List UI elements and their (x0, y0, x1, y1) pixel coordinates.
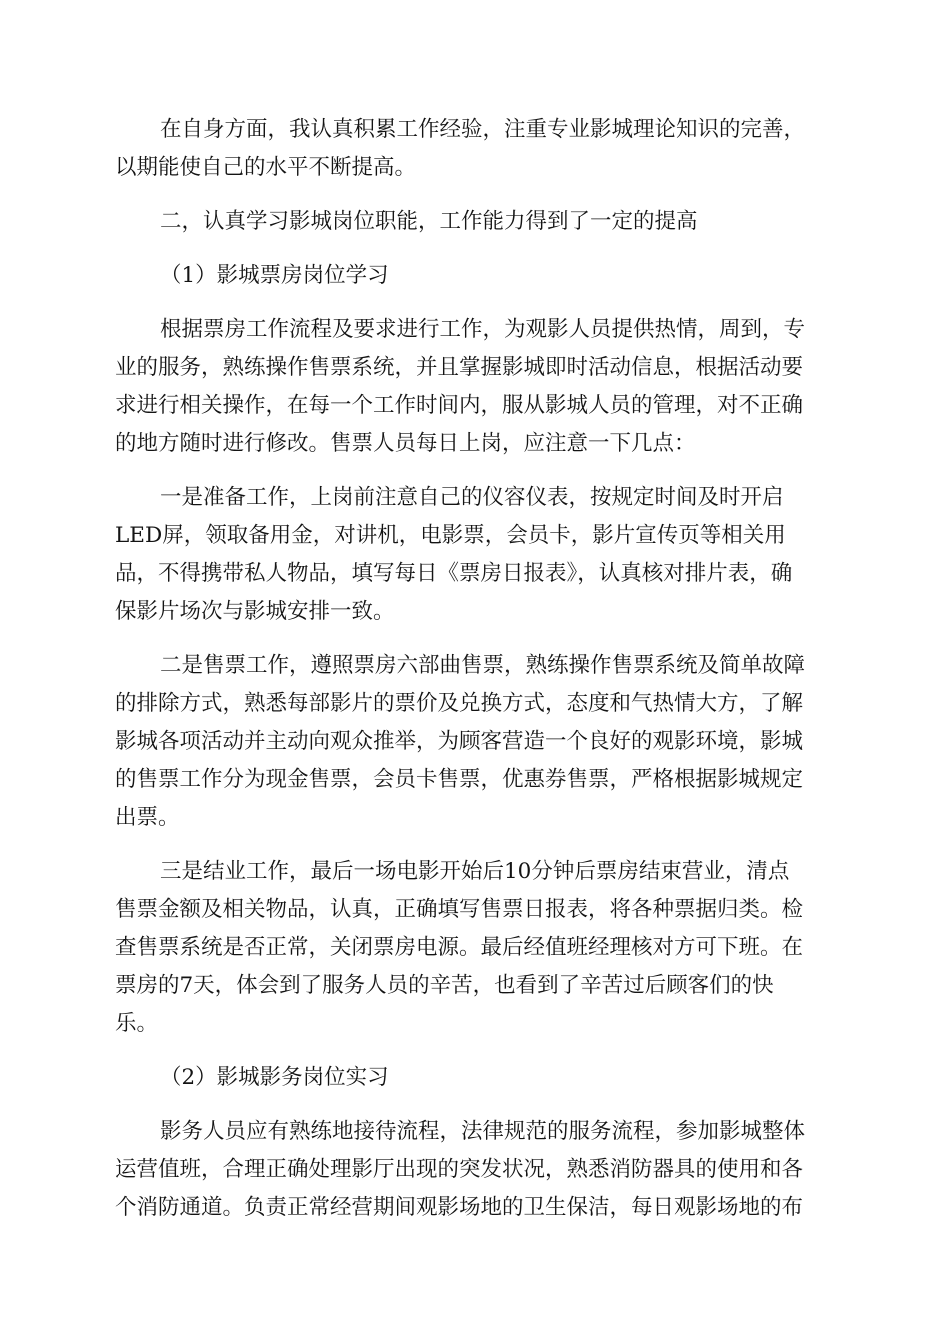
paragraph-line: 在自身方面，我认真积累工作经验，注重专业影城理论知识的完善， (160, 117, 806, 142)
paragraph-line: 影务人员应有熟练地接待流程，法律规范的服务流程，参加影城整体 (160, 1119, 806, 1144)
paragraph-line: 的地方随时进行修改。售票人员每日上岗，应注意一下几点： (115, 431, 696, 456)
paragraph-line: 二是售票工作，遵照票房六部曲售票，熟练操作售票系统及简单故障 (160, 653, 806, 678)
paragraph-line: 售票金额及相关物品，认真，正确填写售票日报表，将各种票据归类。检 (115, 897, 804, 922)
paragraph-line: 业的服务，熟练操作售票系统，并且掌握影城即时活动信息，根据活动要 (115, 355, 804, 380)
paragraph-line: 乐。 (115, 1011, 159, 1036)
paragraph-line: 个消防通道。负责正常经营期间观影场地的卫生保洁，每日观影场地的布 (115, 1195, 804, 1220)
paragraph-line: 保影片场次与影城安排一致。 (115, 599, 395, 624)
paragraph-line: 查售票系统是否正常，关闭票房电源。最后经值班经理核对方可下班。在 (115, 935, 804, 960)
paragraph-line: 品，不得携带私人物品，填写每日《票房日报表》，认真核对排片表，确 (115, 561, 793, 586)
paragraph-line: 根据票房工作流程及要求进行工作，为观影人员提供热情，周到，专 (160, 317, 806, 342)
paragraph-line: 运营值班，合理正确处理影厅出现的突发状况，熟悉消防器具的使用和各 (115, 1157, 804, 1182)
subsection-heading: （1）影城票房岗位学习 (160, 263, 389, 288)
paragraph-line: 以期能使自己的水平不断提高。 (115, 155, 417, 180)
paragraph-line: 一是准备工作，上岗前注意自己的仪容仪表，按规定时间及时开启 (160, 485, 784, 510)
paragraph-line: 影城各项活动并主动向观众推举，为顾客营造一个良好的观影环境，影城 (115, 729, 804, 754)
paragraph-line: LED屏，领取备用金，对讲机，电影票，会员卡，影片宣传页等相关用 (115, 523, 786, 548)
paragraph-line: 的排除方式，熟悉每部影片的票价及兑换方式，态度和气热情大方，了解 (115, 691, 804, 716)
paragraph-line: 票房的7天，体会到了服务人员的辛苦，也看到了辛苦过后顾客们的快 (115, 973, 774, 998)
paragraph-line: 三是结业工作，最后一场电影开始后10分钟后票房结束营业，清点 (160, 859, 790, 884)
paragraph-line: 出票。 (115, 805, 180, 830)
paragraph-line: 求进行相关操作，在每一个工作时间内，服从影城人员的管理，对不正确 (115, 393, 804, 418)
section-heading: 二，认真学习影城岗位职能，工作能力得到了一定的提高 (160, 209, 698, 234)
paragraph-line: 的售票工作分为现金售票，会员卡售票，优惠券售票，严格根据影城规定 (115, 767, 804, 792)
subsection-heading: （2）影城影务岗位实习 (160, 1065, 389, 1090)
